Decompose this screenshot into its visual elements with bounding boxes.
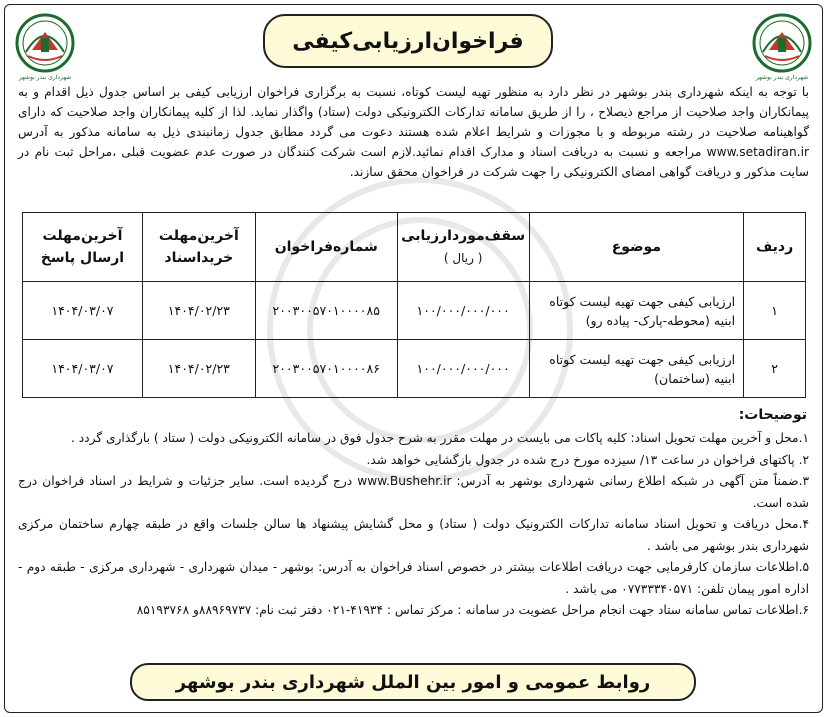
logo-caption-right: شهرداری بندر بوشهر [755, 74, 809, 81]
title-banner [263, 14, 553, 68]
header-doc-deadline-line2: خرید‌اسناد [164, 250, 234, 266]
footer-text: روابط عمومی و امور بین الملل شهرداری بندر بوشهر [175, 671, 651, 693]
notes-list [18, 428, 809, 622]
header-subject: موضوع [529, 213, 743, 282]
cell-ceiling: ۱۰۰/۰۰۰/۰۰۰/۰۰۰ [397, 282, 529, 340]
cell-subject [529, 340, 743, 398]
note-item: ۱.محل و آخرین مهلت تحویل اسناد: کلیه پاکات می بایست در مهلت مقرر به شرح جدول فوق در سامانه الکترونیکی دولت ( ستاد ) بارگذاری گردد . [71, 431, 809, 445]
notes-title: توضیحات: [738, 407, 807, 423]
table-row [23, 340, 806, 398]
logo-caption-left: شهرداری بندر بوشهر [18, 74, 72, 81]
header-ceiling-label: سقف‌موردارزیابی [401, 228, 526, 244]
cell-response-deadline: ۱۴۰۴/۰۳/۰۷ [23, 340, 143, 398]
cell-row-number: ۲ [744, 340, 806, 398]
municipality-logo-icon [14, 12, 76, 74]
header-response-deadline-line1: آخرین‌مهلت [42, 228, 123, 244]
header-ceiling [397, 213, 529, 282]
header-tender-number: شماره‌فراخوان [255, 213, 397, 282]
header-doc-deadline-line1: آخرین‌مهلت [158, 228, 239, 244]
cell-subject-line1: ارزیابی کیفی جهت تهیه لیست کوتاه [549, 351, 736, 367]
cell-tender-number: ۲۰۰۳۰۰۵۷۰۱۰۰۰۰۸۵ [255, 282, 397, 340]
header-response-deadline-line2: ارسال پاسخ [40, 250, 125, 266]
cell-subject-line2: ابنیه (ساختمان) [654, 370, 736, 386]
note-item: ۳.ضمناً متن آگهی در شبکه اطلاع رسانی شهرداری بوشهر به آدرس: www.Bushehr.ir درج گردیده است. سایر جزئیات و شرایط در اسناد فراخوان درج شده است. [18, 474, 809, 510]
cell-row-number: ۱ [744, 282, 806, 340]
header-row-number: ردیف [744, 213, 806, 282]
note-item: ۶.اطلاعات تماس سامانه ستاد جهت انجام مراحل عضویت در سامانه : مرکز تماس : ۴۱۹۳۴-۰۲۱ دفتر ثبت نام: ۸۸۹۶۹۷۳۷و ۸۵۱۹۳۷۶۸ [136, 603, 809, 617]
note-item: ۲. پاکتهای فراخوان در ساعت ۱۳/ سیزده مورخ درج شده در جدول بازگشایی خواهد شد. [366, 452, 809, 467]
tender-table [22, 212, 806, 398]
intro-paragraph: با توجه به اینکه شهرداری بندر بوشهر در نظر دارد به منظور تهیه لیست کوتاه، نسبت به برگزاری فراخوان ارزیابی کیفی بر اساس جدول ذیل اقدام و به پیمانکاران واجد صلاحیت از مراجع ذیصلاح ، را از طریق سامانه تدارکات الکترونیکی دولت (ستاد) واگذار نماید. لذا از کلیه پیمانکاران واجد صلاحیت که دارای گواهینامه صلاحیت در رشته مربوطه و با مجوزات و شرایط اعلام شده هستند دعوت می گردد مطابق جدول زمانبندی ذیل به سامانه مذکور به آدرس www.setadiran.ir مراجعه و نسبت به دریافت اسناد و مدارک اقدام نمائید.لازم است شرکت کنندگان در صورت عدم عضویت قبلی ،مراحل ثبت نام در سایت مذکور و دریافت گواهی امضای الکترونیکی را جهت شرکت در فراخوان محقق سازند. [18, 85, 809, 179]
cell-doc-deadline: ۱۴۰۴/۰۲/۲۳ [142, 340, 255, 398]
header-response-deadline [23, 213, 143, 282]
cell-doc-deadline: ۱۴۰۴/۰۲/۲۳ [142, 282, 255, 340]
cell-subject-line1: ارزیابی کیفی جهت تهیه لیست کوتاه [549, 293, 736, 309]
cell-response-deadline: ۱۴۰۴/۰۳/۰۷ [23, 282, 143, 340]
cell-subject-line2: ابنیه (محوطه-پارک- پیاده رو) [585, 312, 736, 328]
table-row [23, 282, 806, 340]
note-item: ۵.اطلاعات سازمان کارفرمایی جهت دریافت اطلاعات بیشتر در خصوص اسناد فراخوان به آدرس: بوشهر - میدان شهرداری - شهرداری مرکزی - طبقه دوم - اداره امور پیمان تلفن: ۰۷۷۳۳۳۴۰۵۷۱ می باشد . [18, 560, 809, 596]
header-doc-deadline [142, 213, 255, 282]
page-title: فراخوان‌ارزیابی‌کیفی [292, 28, 524, 54]
cell-tender-number: ۲۰۰۳۰۰۵۷۰۱۰۰۰۰۸۶ [255, 340, 397, 398]
table-header-row [23, 213, 806, 282]
note-item: ۴.محل دریافت و تحویل اسناد سامانه تدارکات الکترونیک دولت ( ستاد) و محل گشایش پیشنهاد ها سالن جلسات واقع در طبقه چهارم ساختمان مرکزی شهرداری بندر بوشهر می باشد . [18, 517, 809, 553]
cell-subject [529, 282, 743, 340]
cell-ceiling: ۱۰۰/۰۰۰/۰۰۰/۰۰۰ [397, 340, 529, 398]
footer-banner [130, 663, 696, 701]
header-ceiling-unit: ( ریال ) [443, 251, 483, 265]
municipality-logo-icon [751, 12, 813, 74]
